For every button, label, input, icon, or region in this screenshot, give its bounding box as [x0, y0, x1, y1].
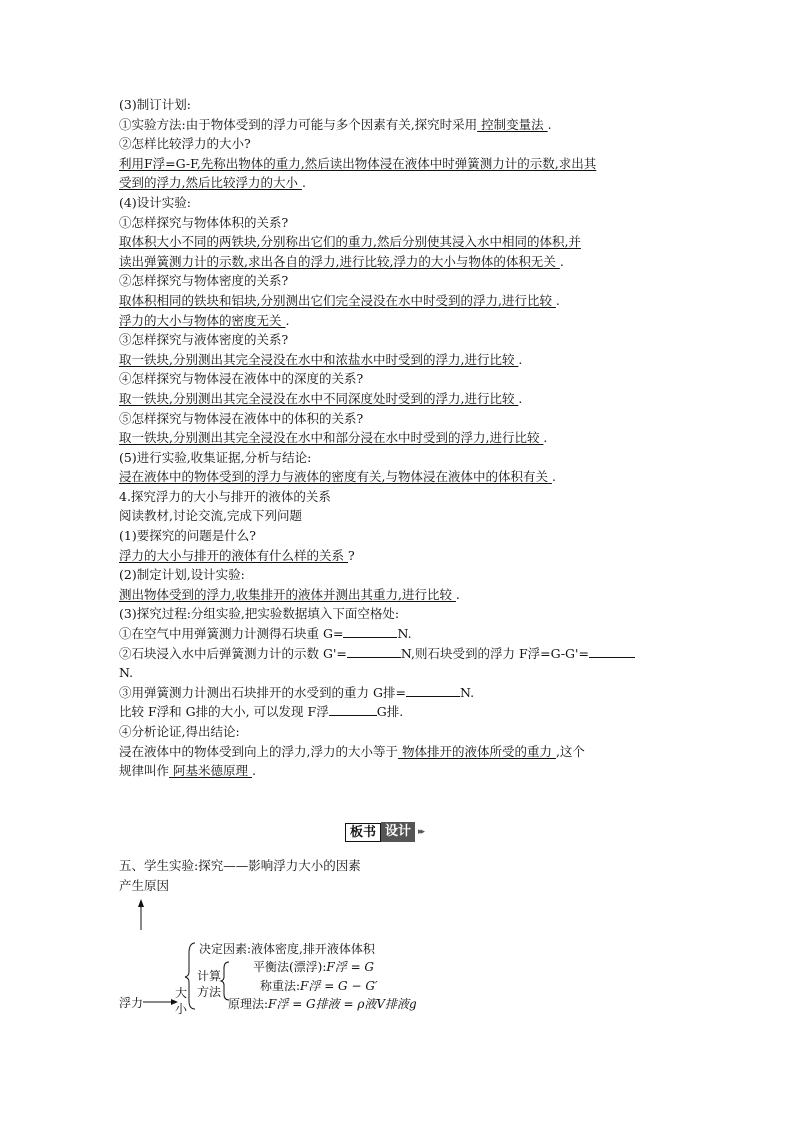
answer-blank[interactable]: [406, 683, 460, 697]
line-text: .: [551, 469, 556, 485]
answer-text: 受到的浮力,然后比较浮力的大小: [119, 175, 302, 191]
line-text: .: [555, 292, 560, 308]
text-line-l17: [119, 409, 679, 429]
line-text: ⑤怎样探究与物体浸在液体中的体积的关系?: [119, 410, 364, 426]
text-line-l21: [119, 487, 679, 507]
line-text: ?: [347, 547, 355, 563]
line-text: ②石块浸入水中后弹簧测力计的示数 G'=: [119, 645, 347, 661]
design-label: 设计: [381, 822, 415, 842]
method-principle-formula: F浮 = G排液 = ρ液V排液g: [268, 997, 417, 1011]
line-text: 比较 F浮和 G排的大小, 可以发现 F浮: [119, 704, 329, 720]
line-text: ①实验方法:由于物体受到的浮力可能与多个因素有关,探究时采用: [119, 116, 478, 132]
text-line-l12: [119, 311, 679, 331]
line-text: (1)要探究的问题是什么?: [119, 528, 256, 544]
text-line-l06: [119, 193, 679, 213]
line-text: (3)探究过程:分组实验,把实验数据填入下面空格处:: [119, 606, 400, 622]
line-text: .: [559, 253, 564, 269]
calc-top: 计算: [197, 969, 222, 983]
line-text: .: [543, 430, 548, 446]
line-text: .: [285, 312, 290, 328]
text-line-l23: [119, 526, 679, 546]
line-text: .: [547, 116, 552, 132]
text-line-l20: [119, 467, 679, 487]
text-line-l15: [119, 369, 679, 389]
text-line-l05: [119, 173, 679, 193]
method-weigh-label: 称重法:: [260, 979, 301, 993]
answer-blank[interactable]: [589, 644, 635, 658]
answer-blank[interactable]: [347, 644, 401, 658]
text-line-l31: [119, 683, 679, 703]
text-line-l32: [119, 702, 679, 722]
document-body: [119, 95, 679, 781]
text-line-l34: [119, 742, 679, 762]
line-text: 阅读教材,讨论交流,完成下列问题: [119, 508, 302, 524]
answer-blank[interactable]: [329, 702, 377, 716]
answer-text: 控制变量法: [477, 116, 548, 132]
text-line-l30: [119, 663, 679, 683]
buoyancy-diagram: [115, 898, 435, 1018]
board-design-banner: [345, 822, 423, 842]
double-arrow-icon: ▸▸: [418, 827, 424, 837]
line-text: ③怎样探究与液体密度的关系?: [119, 332, 289, 348]
summary-cause: 产生原因: [119, 878, 170, 893]
line-text: .: [301, 175, 306, 191]
board-label: 板书: [345, 823, 381, 842]
line-text: N.: [119, 665, 134, 681]
text-line-l14: [119, 350, 679, 370]
line-text: ①在空气中用弹簧测力计测得石块重 G=: [119, 626, 344, 642]
text-line-l03: [119, 134, 679, 154]
text-line-l07: [119, 213, 679, 233]
text-line-l33: [119, 722, 679, 742]
line-text: ②怎样探究与物体密度的关系?: [119, 273, 289, 289]
text-line-l27: [119, 604, 679, 624]
text-line-l22: [119, 506, 679, 526]
answer-blank[interactable]: [343, 624, 397, 638]
line-text: ,这个: [555, 743, 585, 759]
answer-text: 浸在液体中的物体受到的浮力与液体的密度有关,与物体浸在液体中的体积有关: [119, 469, 552, 485]
line-text: (2)制定计划,设计实验:: [119, 567, 245, 583]
line-text: .: [251, 763, 256, 779]
text-line-l11: [119, 291, 679, 311]
method-principle: [228, 995, 417, 1012]
text-line-l24: [119, 546, 679, 566]
line-text: ②怎样比较浮力的大小?: [119, 136, 251, 152]
line-text: .: [518, 351, 523, 367]
text-line-l13: [119, 330, 679, 350]
size-bottom: 小: [175, 1002, 188, 1016]
answer-text: 测出物体受到的浮力,收集排开的液体并测出其重力,进行比较: [119, 586, 456, 602]
answer-text: 阿基米德原理: [169, 763, 252, 779]
method-balance: [253, 958, 374, 975]
force-label: 浮力: [119, 996, 144, 1010]
line-text: ④怎样探究与物体浸在液体中的深度的关系?: [119, 371, 364, 387]
answer-text: 读出弹簧测力计的示数,求出各自的浮力,进行比较,浮力的大小与物体的体积无关: [119, 253, 560, 269]
summary-title: 五、学生实验:探究——影响浮力大小的因素: [119, 858, 361, 873]
text-line-l35: [119, 761, 679, 781]
text-line-l25: [119, 565, 679, 585]
answer-text: 取体积大小不同的两铁块,分别称出它们的重力,然后分别使其浸入水中相同的体积,并: [119, 234, 581, 250]
line-text: (4)设计实验:: [119, 194, 191, 210]
method-weigh-formula: F浮 = G − G′: [300, 979, 378, 993]
line-text: ④分析论证,得出结论:: [119, 724, 240, 739]
line-text: .: [455, 586, 460, 602]
method-balance-label: 平衡法(漂浮):: [253, 960, 327, 974]
answer-text: 物体排开的液体所受的重力: [397, 743, 556, 759]
line-text: 4.探究浮力的大小与排开的液体的关系: [119, 488, 331, 504]
line-text: ①怎样探究与物体体积的关系?: [119, 214, 289, 230]
answer-text: 取一铁块,分别测出其完全浸没在水中和浓盐水中时受到的浮力,进行比较: [119, 351, 519, 367]
calc-bottom: 方法: [197, 985, 222, 999]
size-top: 大: [175, 986, 188, 1000]
line-text: G排.: [376, 704, 404, 720]
line-text: (3)制订计划:: [119, 97, 191, 112]
answer-text: 取一铁块,分别测出其完全浸没在水中不同深度处时受到的浮力,进行比较: [119, 390, 519, 406]
text-line-l19: [119, 448, 679, 468]
text-line-l26: [119, 585, 679, 605]
text-line-l28: [119, 624, 679, 644]
text-line-l29: [119, 644, 679, 664]
text-line-l04: [119, 154, 679, 174]
text-line-l18: [119, 428, 679, 448]
line-text: .: [518, 390, 523, 406]
line-text: N.: [397, 626, 412, 642]
line-text: ③用弹簧测力计测出石块排开的水受到的重力 G排=: [119, 684, 406, 700]
line-text: 规律叫作: [119, 763, 170, 779]
line-text: N.: [459, 684, 475, 700]
text-line-l02: [119, 115, 679, 135]
text-line-l10: [119, 271, 679, 291]
answer-text: 取一铁块,分别测出其完全浸没在水中和部分浸在水中时受到的浮力,进行比较: [119, 430, 544, 446]
line-text: (5)进行实验,收集证据,分析与结论:: [119, 449, 312, 465]
answer-text: 浮力的大小与排开的液体有什么样的关系: [119, 547, 348, 563]
line-text: N,则石块受到的浮力 F浮=G-G'=: [400, 645, 589, 661]
line-text: 浸在液体中的物体受到向上的浮力,浮力的大小等于: [119, 743, 398, 759]
method-principle-label: 原理法:: [228, 997, 269, 1011]
decide-factor: 决定因素:液体密度,排开液体体积: [199, 942, 375, 956]
board-summary: [119, 856, 361, 896]
method-weigh: [260, 977, 378, 994]
text-line-l08: [119, 232, 679, 252]
answer-text: 取体积相同的铁块和铝块,分别测出它们完全浸没在水中时受到的浮力,进行比较: [119, 292, 556, 308]
answer-text: 浮力的大小与物体的密度无关: [119, 312, 286, 328]
text-line-l01: [119, 95, 679, 115]
text-line-l09: [119, 252, 679, 272]
method-balance-formula: F浮 = G: [326, 960, 375, 974]
text-line-l16: [119, 389, 679, 409]
answer-text: 利用F浮=G-F,先称出物体的重力,然后读出物体浸在液体中时弹簧测力计的示数,求出其: [119, 155, 597, 171]
